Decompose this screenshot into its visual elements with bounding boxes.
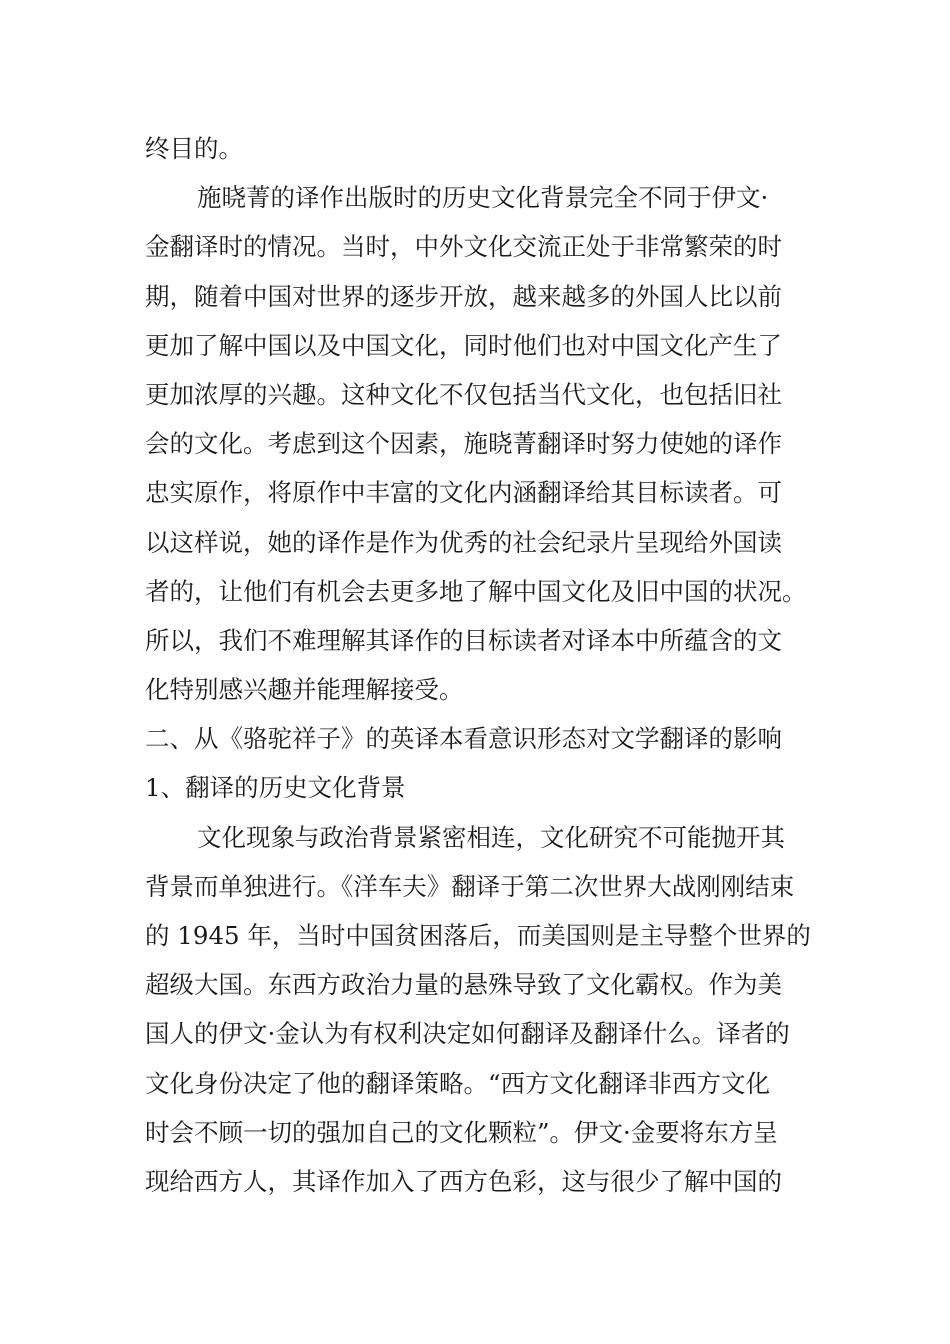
paragraph-line: 终目的。 bbox=[145, 134, 243, 163]
paragraph-line: 更加浓厚的兴趣。这种文化不仅包括当代文化，也包括旧社 bbox=[145, 379, 782, 409]
paragraph-line: 会的文化。考虑到这个因素，施晓菁翻译时努力使她的译作 bbox=[145, 429, 782, 459]
paragraph-line: 者的，让他们有机会去更多地了解中国文化及旧中国的状况。 bbox=[145, 576, 807, 606]
paragraph-line: 背景而单独进行。《洋车夫》翻译于第二次世界大战刚刚结束 bbox=[145, 871, 795, 901]
paragraph-line: 文化现象与政治背景紧密相连，文化研究不可能抛开其 bbox=[197, 822, 785, 852]
paragraph-line: 现给西方人，其译作加入了西方色彩，这与很少了解中国的 bbox=[145, 1166, 782, 1196]
paragraph-line: 化特别感兴趣并能理解接受。 bbox=[145, 675, 464, 705]
paragraph-line: 金翻译时的情况。当时，中外文化交流正处于非常繁荣的时 bbox=[145, 232, 782, 262]
body-text bbox=[145, 124, 825, 1206]
paragraph-line: 时会不顾一切的强加自己的文化颗粒”。伊文·金要将东方呈 bbox=[145, 1117, 778, 1147]
paragraph-line: 以这样说，她的译作是作为优秀的社会纪录片呈现给外国读 bbox=[145, 527, 782, 557]
section-heading: 二、从《骆驼祥子》的英译本看意识形态对文学翻译的影响 bbox=[145, 724, 782, 754]
paragraph-line: 期，随着中国对世界的逐步开放，越来越多的外国人比以前 bbox=[145, 281, 782, 311]
paragraph-line: 国人的伊文·金认为有权利决定如何翻译及翻译什么。译者的 bbox=[145, 1019, 790, 1049]
paragraph-line: 施晓菁的译作出版时的历史文化背景完全不同于伊文· bbox=[197, 183, 769, 213]
paragraph-line: 所以，我们不难理解其译作的目标读者对译本中所蕴含的文 bbox=[145, 625, 782, 655]
paragraph-line: 的 1945 年，当时中国贫困落后，而美国则是主导整个世界的 bbox=[145, 921, 811, 950]
subsection-heading: 1、翻译的历史文化背景 bbox=[145, 773, 406, 803]
paragraph-line: 超级大国。东西方政治力量的悬殊导致了文化霸权。作为美 bbox=[145, 970, 782, 1000]
paragraph-line: 文化身份决定了他的翻译策略。“西方文化翻译非西方文化 bbox=[145, 1068, 771, 1098]
paragraph-line: 忠实原作，将原作中丰富的文化内涵翻译给其目标读者。可 bbox=[145, 478, 782, 508]
paragraph-line: 更加了解中国以及中国文化，同时他们也对中国文化产生了 bbox=[145, 330, 782, 360]
